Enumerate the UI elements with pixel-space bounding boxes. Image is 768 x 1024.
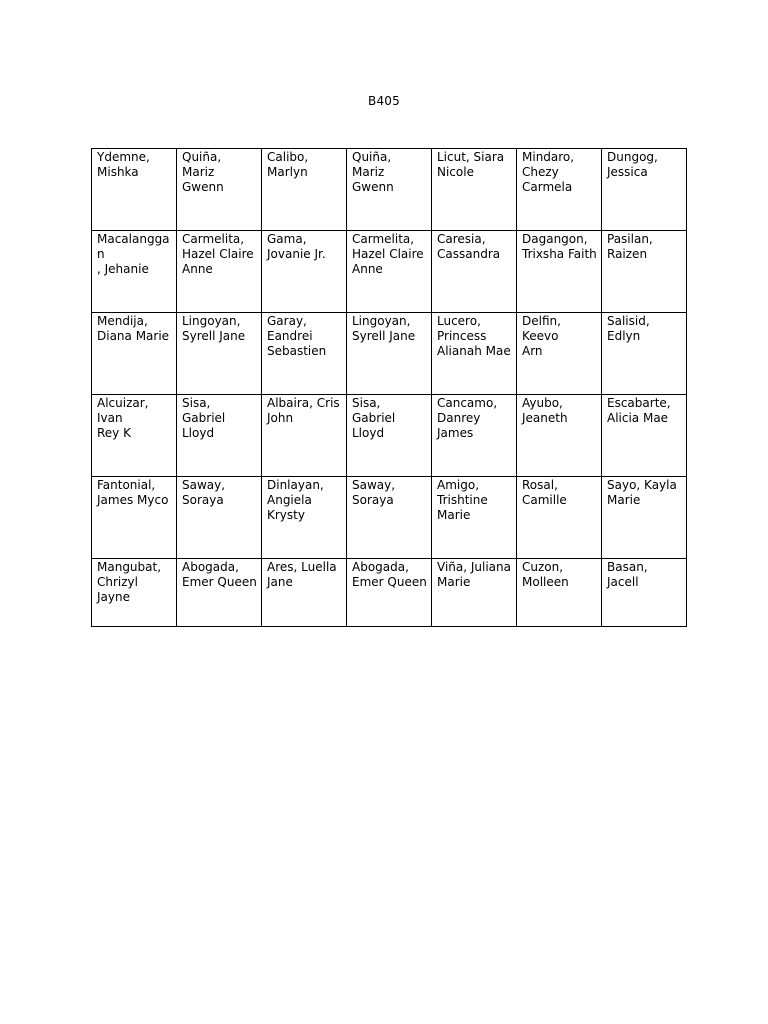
table-row <box>92 477 687 559</box>
cell-text: Dungog, Jessica <box>607 150 658 179</box>
table-cell <box>602 313 687 395</box>
table-cell <box>347 395 432 477</box>
table-cell <box>602 395 687 477</box>
table-cell <box>177 395 262 477</box>
page-title: B405 <box>368 94 400 108</box>
cell-text: Dagangon, Trixsha Faith <box>522 232 597 261</box>
cell-text: Saway, Soraya <box>182 478 226 507</box>
cell-text: Licut, Siara Nicole <box>437 150 505 179</box>
table-row <box>92 313 687 395</box>
table-cell <box>177 559 262 627</box>
cell-text: Lingoyan, Syrell Jane <box>182 314 246 343</box>
seating-table <box>91 148 687 627</box>
cell-text: Lucero, Princess Alianah Mae <box>437 314 511 358</box>
cell-text: Salisid, Edlyn <box>607 314 650 343</box>
table-cell <box>92 231 177 313</box>
cell-text: Ydemne, Mishka <box>97 150 150 179</box>
table-cell <box>432 395 517 477</box>
cell-text: Gama, Jovanie Jr. <box>267 232 326 261</box>
table-cell <box>262 395 347 477</box>
cell-text: Carmelita, Hazel Claire Anne <box>352 232 424 276</box>
table-cell <box>602 149 687 231</box>
cell-text: Dinlayan, Angiela Krysty <box>267 478 324 522</box>
table-cell <box>432 559 517 627</box>
cell-text: Amigo, Trishtine Marie <box>437 478 488 522</box>
table-cell <box>92 559 177 627</box>
table-cell <box>262 313 347 395</box>
cell-text: Saway, Soraya <box>352 478 396 507</box>
cell-text: Sisa, Gabriel Lloyd <box>352 396 396 440</box>
table-cell <box>347 477 432 559</box>
table-cell <box>177 231 262 313</box>
table-cell <box>177 149 262 231</box>
table-cell <box>262 149 347 231</box>
cell-text: Quiña, Mariz Gwenn <box>182 150 224 194</box>
cell-text: Lingoyan, Syrell Jane <box>352 314 416 343</box>
table-cell <box>517 149 602 231</box>
cell-text: Macalanggan , Jehanie <box>97 232 170 276</box>
table-cell <box>92 395 177 477</box>
cell-text: Garay, Eandrei Sebastien <box>267 314 327 358</box>
table-cell <box>262 477 347 559</box>
table-cell <box>262 231 347 313</box>
table-cell <box>92 149 177 231</box>
table-row <box>92 149 687 231</box>
cell-text: Delfin, Keevo Arn <box>522 314 561 358</box>
cell-text: Ayubo, Jeaneth <box>522 396 568 425</box>
cell-text: Abogada, Emer Queen <box>182 560 257 589</box>
table-row <box>92 395 687 477</box>
table-cell <box>517 395 602 477</box>
cell-text: Escabarte, Alicia Mae <box>607 396 671 425</box>
table-row <box>92 231 687 313</box>
table-cell <box>177 313 262 395</box>
table-cell <box>92 313 177 395</box>
table-cell <box>517 313 602 395</box>
table-cell <box>347 559 432 627</box>
table-cell <box>347 231 432 313</box>
table-cell <box>602 477 687 559</box>
table-cell <box>432 313 517 395</box>
table-cell <box>602 231 687 313</box>
table-cell <box>262 559 347 627</box>
cell-text: Calibo, Marlyn <box>267 150 309 179</box>
table-row <box>92 559 687 627</box>
table-cell <box>347 313 432 395</box>
table-cell <box>432 477 517 559</box>
cell-text: Caresia, Cassandra <box>437 232 501 261</box>
cell-text: Mangubat, Chrizyl Jayne <box>97 560 162 604</box>
cell-text: Sayo, Kayla Marie <box>607 478 677 507</box>
cell-text: Cuzon, Molleen <box>522 560 569 589</box>
cell-text: Alcuizar, Ivan Rey K <box>97 396 149 440</box>
cell-text: Pasilan, Raizen <box>607 232 653 261</box>
cell-text: Quiña, Mariz Gwenn <box>352 150 394 194</box>
cell-text: Cancamo, Danrey James <box>437 396 498 440</box>
table-cell <box>602 559 687 627</box>
cell-text: Albaira, Cris John <box>267 396 340 425</box>
table-cell <box>177 477 262 559</box>
table-cell <box>517 477 602 559</box>
table-cell <box>432 231 517 313</box>
cell-text: Abogada, Emer Queen <box>352 560 427 589</box>
cell-text: Mendija, Diana Marie <box>97 314 170 343</box>
cell-text: Rosal, Camille <box>522 478 567 507</box>
cell-text: Carmelita, Hazel Claire Anne <box>182 232 254 276</box>
table-cell <box>432 149 517 231</box>
table-cell <box>517 559 602 627</box>
table-cell <box>517 231 602 313</box>
cell-text: Basan, Jacell <box>607 560 648 589</box>
table-cell <box>92 477 177 559</box>
cell-text: Sisa, Gabriel Lloyd <box>182 396 226 440</box>
table-cell <box>347 149 432 231</box>
cell-text: Viña, Juliana Marie <box>437 560 511 589</box>
cell-text: Fantonial, James Myco <box>97 478 169 507</box>
cell-text: Mindaro, Chezy Carmela <box>522 150 575 194</box>
cell-text: Ares, Luella Jane <box>267 560 337 589</box>
